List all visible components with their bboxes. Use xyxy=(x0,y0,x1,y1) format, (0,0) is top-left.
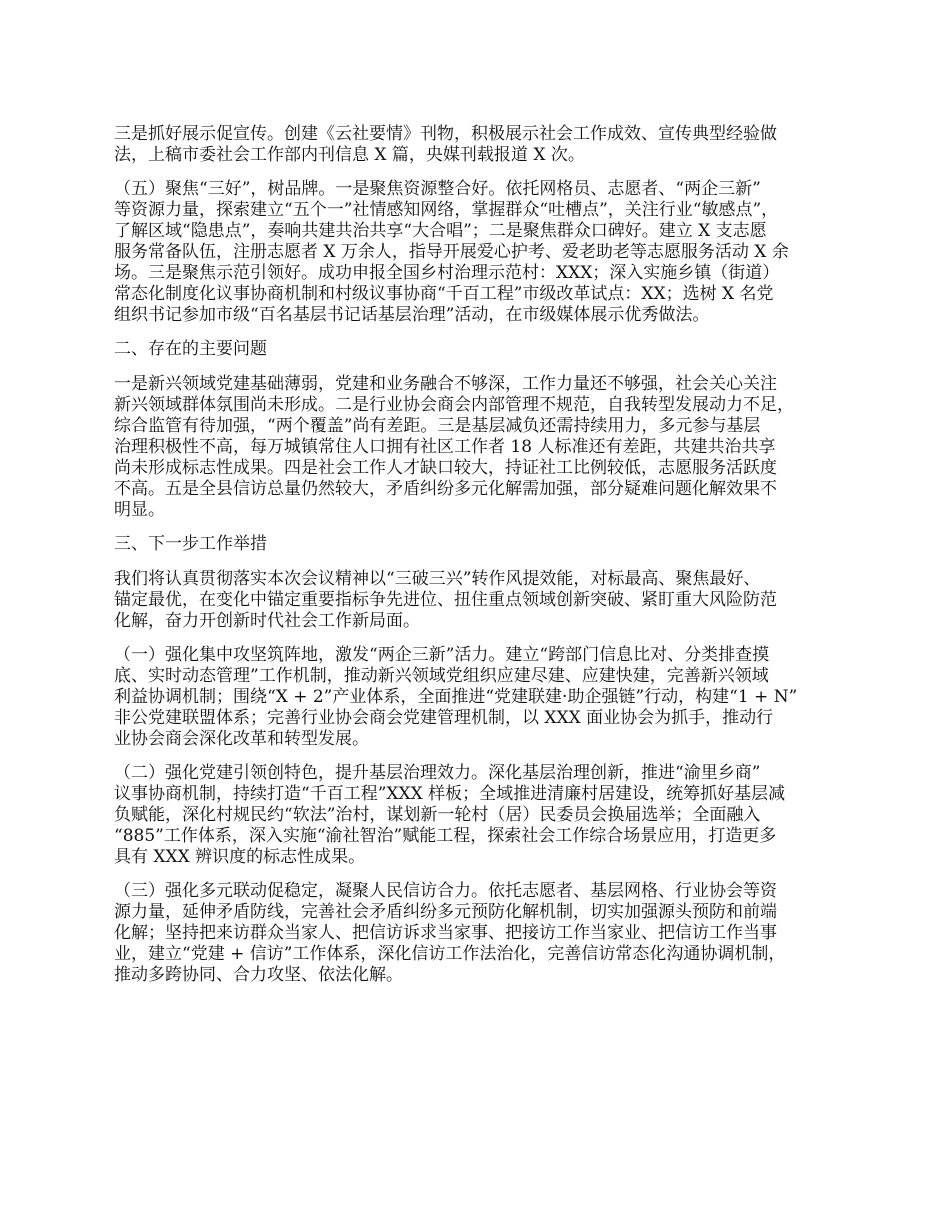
paragraph-section-five: （五）聚焦“三好”，树品牌。一是聚焦资源整合好。依托网格员、志愿者、“两企三新” 等资源力量，探索建立“五个一”社情感知网络，掌握群众“吐槽点”，关注行业“敏感点”， 了解区域“隐患点”，奏响共建共治共享“大合唱”；二是聚焦群众口碑好。建立 X 支志愿 服务常备队伍，注册志愿者 X 万余人，指导开展爱心护考、爱老助老等志愿服务活动 X 余 场。三是聚焦示范引领好。成功申报全国乡村治理示范村：XXX；深入实施乡镇（街道） 常态化制度化议事协商机制和村级议事协商“千百工程”市级改革试点：XX；选树 X 名党 组织书记参加市级“百名基层书记话基层治理”活动，在市级媒体展示优秀做法。 xyxy=(114,179,789,325)
paragraph-measure-three: （三）强化多元联动促稳定，凝聚人民信访合力。依托志愿者、基层网格、行业协会等资 源力量，延伸矛盾防线，完善社会矛盾纠纷多元预防化解机制，切实加强源头预防和前端 化解；坚持把来访群众当家人、把信访诉求当家事、把接访工作当家业、把信访工作当事 业，建立“党建 + 信访”工作体系，深化信访工作法治化，完善信访常态化沟通协调机制， 推动多跨协同、合力攻坚、依法化解。 xyxy=(114,881,786,985)
paragraph-next-steps-intro: 我们将认真贯彻落实本次会议精神以“三破三兴”转作风提效能，对标最高、聚焦最好、 锚定最优，在变化中锚定重要指标争先进位、扭住重点领域创新突破、紧盯重大风险防范 化解，奋力开创新时代社会工作新局面。 xyxy=(114,569,777,631)
paragraph-measure-two: （二）强化党建引领创特色，提升基层治理效力。深化基层治理创新，推进“渝里乡商” 议事协商机制，持续打造“千百工程”XXX 样板；全域推进清廉村居建设，统筹抓好基层减 负赋能，深化村规民约“软法”治村，谋划新一轮村（居）民委员会换届选举；全面融入 “885”工作体系，深入实施“渝社智治”赋能工程，探索社会工作综合场景应用，打造更多 具有 XXX 辨识度的标志性成果。 xyxy=(114,763,786,867)
paragraph-problems: 一是新兴领域党建基础薄弱，党建和业务融合不够深，工作力量还不够强，社会关心关注 新兴领域群体氛围尚未形成。二是行业协会商会内部管理不规范，自我转型发展动力不足， 综合监管有待加强，“两个覆盖”尚有差距。三是基层减负还需持续用力，多元参与基层 治理积极性不高，每万城镇常住人口拥有社区工作者 18 人标准还有差距，共建共治共享 尚未形成标志性成果。四是社会工作人才缺口较大，持证社工比例较低，志愿服务活跃度 不高。五是全县信访总量仍然较大，矛盾纠纷多元化解需加强，部分疑难问题化解效果不 明显。 xyxy=(114,374,794,520)
paragraph-publicity: 三是抓好展示促宣传。创建《云社要情》刊物，积极展示社会工作成效、宣传典型经验做 法，上稿市委社会工作部内刊信息 X 篇，央媒刊载报道 X 次。 xyxy=(114,124,777,165)
document-body xyxy=(114,124,854,999)
paragraph-measure-one: （一）强化集中攻坚筑阵地，激发“两企三新”活力。建立“跨部门信息比对、分类排查摸 底、实时动态管理”工作机制，推动新兴领域党组织应建尽建、应建快建，完善新兴领域 利益协调机制；围绕“X + 2”产业体系，全面推进“党建联建·助企强链”行动，构建“1 + N” 非公党建联盟体系；完善行业协会商会党建管理机制，以 XXX 面业协会为抓手，推动行 业协会商会深化改革和转型发展。 xyxy=(114,645,798,749)
heading-next-steps: 三、下一步工作举措 xyxy=(114,534,267,554)
heading-main-problems: 二、存在的主要问题 xyxy=(114,339,267,359)
